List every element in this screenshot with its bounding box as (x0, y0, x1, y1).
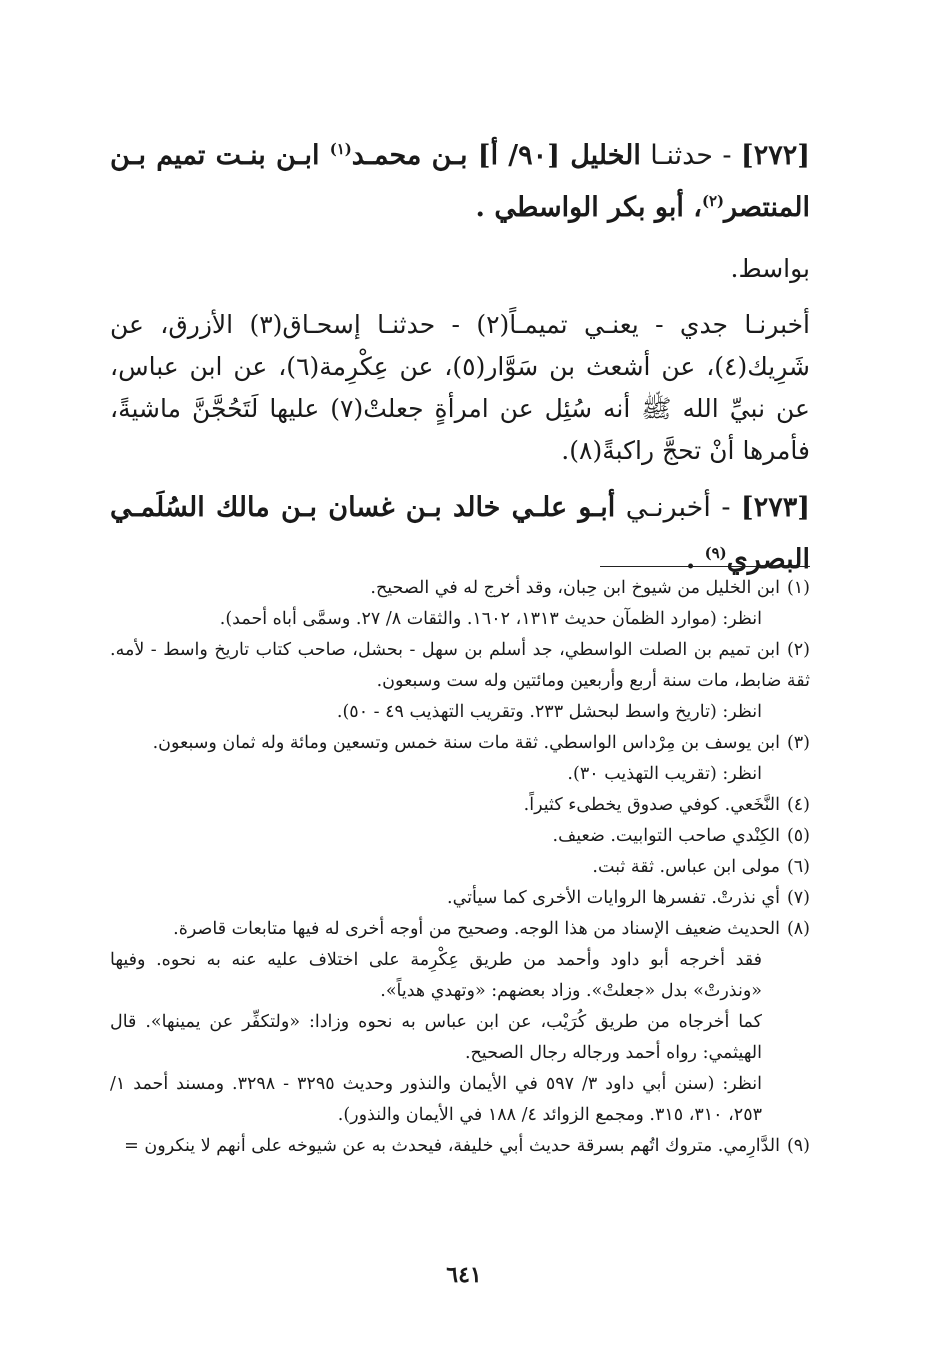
footnote (110, 883, 810, 914)
entry-272-heading (110, 130, 810, 234)
footnote (110, 914, 810, 945)
footnote-text: الكِنْدي صاحب التوابيت. ضعيف. (552, 826, 780, 846)
footnote (110, 790, 810, 821)
footnote-continuation: فقد أخرجه أبو داود وأحمد من طريق عِكْرِمة على اختلاف عليه عنه به نحوه. وفيها «ونذرتْ» بدل «جعلتْ». وزاد بعضهم: «وتهدي هدياً». (110, 950, 762, 1001)
footnote-number: (٥) (786, 826, 810, 846)
footnote (110, 635, 810, 697)
entry-number: [٢٧٣] (740, 492, 810, 523)
footnote-number: (٩) (786, 1136, 810, 1156)
footnote-text: الدَّارِمي. متروك اتُهم بسرقة حديث أبي خليفة، فيحدث به عن شيوخه على أنهم لا ينكرون = (124, 1136, 780, 1156)
narrator-name: أبـو علـي خالد بـن غسان بـن مالك السُلَمـي البصري (110, 492, 810, 575)
footnotes (110, 573, 810, 1162)
narrator-name: الخليل [٩٠/ أ] بـن محمـد (351, 140, 641, 171)
page-number: ٦٤١ (446, 1262, 482, 1288)
footnote-continuation: انظر: (تاريخ واسط لبحشل ٢٣٣. وتقريب التهذيب ٤٩ - ٥٠). (336, 702, 762, 722)
footnote-number: (٤) (786, 795, 810, 815)
footnote-text: النَّخَعي. كوفي صدوق يخطىء كثيراً. (523, 795, 780, 815)
footnote-number: (٧) (786, 888, 810, 908)
footnote-continuation: انظر: (تقريب التهذيب ٣٠). (567, 764, 762, 784)
entry-273-heading (110, 482, 810, 586)
footnote-continuation: انظر: (سنن أبي داود ٣/ ٥٩٧ في الأيمان والنذور وحديث ٣٢٩٥ - ٣٢٩٨. ومسند أحمد ١/ ٢٥٣، ٣١٠، ٣١٥. ومجمع الزوائد ٤/ ١٨٨ في الأيمان والنذور). (110, 1074, 762, 1125)
footnote-number: (١) (786, 578, 810, 598)
footnote (110, 1131, 810, 1162)
narrator-kunya: ، أبو بكر الواسطي . (475, 192, 702, 223)
footnote-text: ابن تميم بن الصلت الواسطي، جد أسلم بن سهل - بحشل، صاحب كتاب تاريخ واسط - لأمه. ثقة ضابط، مات سنة أربع وأربعين ومائتين وله ست وسبعون. (110, 640, 810, 691)
footnote-number: (٨) (786, 919, 810, 939)
entry-intro: - أخبرنـي (615, 492, 741, 523)
footnote-text: ابن يوسف بن مِرْداس الواسطي. ثقة مات سنة خمس وتسعين ومائة وله ثمان وسبعون. (152, 733, 780, 753)
footnote (110, 821, 810, 852)
footnote-text: مولى ابن عباس. ثقة ثبت. (592, 857, 780, 877)
footnote (110, 852, 810, 883)
footnote-divider (600, 566, 810, 567)
footnote-ref: (٩) (704, 544, 727, 562)
entry-number: [٢٧٢] (740, 140, 810, 171)
hadith-text: أخبرنـا جدي - يعنـي تميمـاً(٢) - حدثنـا إسحـاق(٣) الأزرق، عن شَرِيك(٤)، عن أشعث بن سَوَّار(٥)، عن عِكْرِمة(٦)، عن ابن عباس، عن نبيِّ الله ﷺ أنه سُئِل عن امرأةٍ جعلتْ(٧) عليها لَتَحُجَّنَّ ماشيةً، فأمرها أنْ تحجَّ راكبةً(٨). (110, 310, 811, 465)
footnote-ref: (١) (329, 140, 352, 158)
location-line: بواسط. (730, 254, 810, 283)
footnote-continuation: كما أخرجاه من طريق كُرَيْب، عن ابن عباس به نحوه وزادا: «ولتكفِّر عن يمينها». قال الهيثمي: رواه أحمد ورجاله رجال الصحيح. (110, 1012, 762, 1063)
footnote (110, 573, 810, 604)
entry-intro: - حدثنـا (640, 140, 741, 171)
narrator-lineage: ابـن بنـت تميم بـن المنتصر (110, 140, 810, 223)
entry-end: . (685, 544, 705, 575)
footnote-number: (٦) (786, 857, 810, 877)
footnote-number: (٣) (786, 733, 810, 753)
footnote-ref: (٢) (702, 192, 725, 210)
footnote-text: ابن الخليل من شيوخ ابن حِبان، وقد أخرج له في الصحيح. (370, 578, 780, 598)
footnote (110, 728, 810, 759)
footnote-text: أي نذرتْ. تفسرها الروايات الأخرى كما سيأتي. (447, 888, 780, 908)
footnote-text: الحديث ضعيف الإسناد من هذا الوجه. وصحيح من أوجه أخرى له فيها متابعات قاصرة. (173, 919, 780, 939)
main-text (110, 130, 810, 586)
footnote-continuation: انظر: (موارد الظمآن حديث ١٣١٣، ١٦٠٢. والثقات ٨/ ٢٧. وسمَّى أباه أحمد). (219, 609, 762, 629)
footnote-number: (٢) (786, 640, 810, 660)
